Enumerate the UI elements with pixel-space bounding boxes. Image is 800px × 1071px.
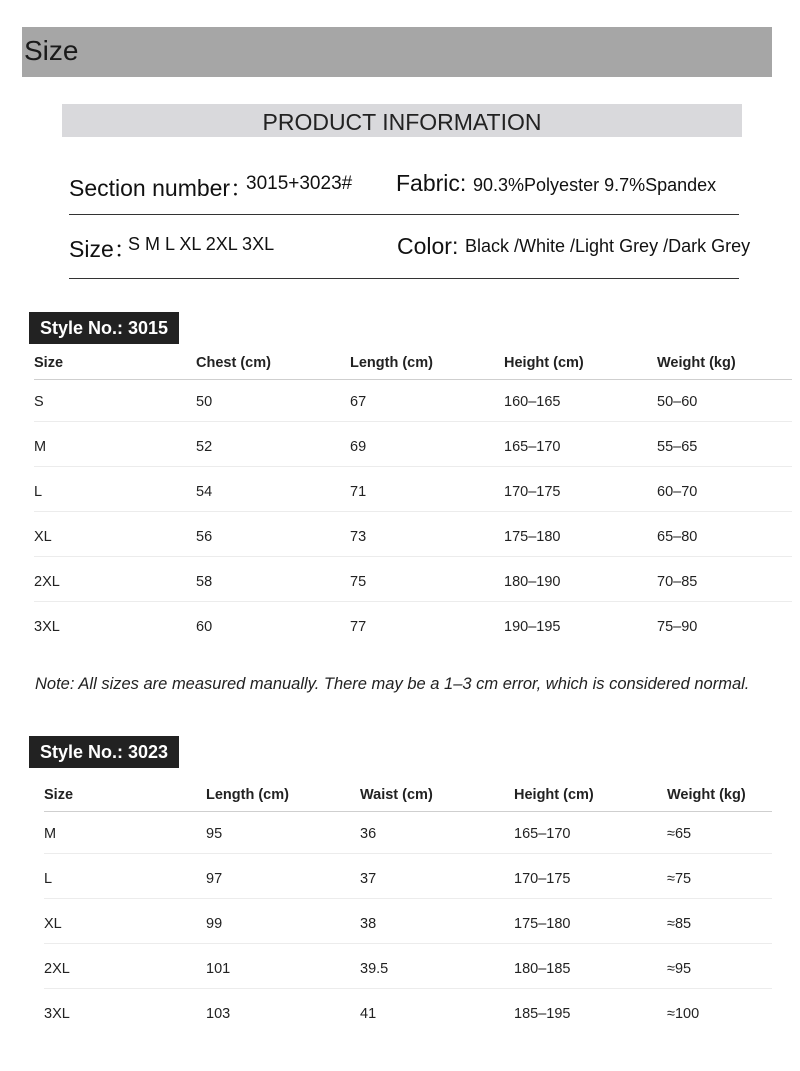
row-divider [44, 853, 772, 854]
table-cell: 75 [350, 574, 367, 590]
column-header: Chest (cm) [196, 355, 271, 371]
row-size-cell: S [34, 394, 44, 410]
table-cell: 95 [206, 826, 223, 842]
product-info-heading: PRODUCT INFORMATION [62, 104, 742, 137]
table-cell: 170–175 [514, 871, 571, 887]
table-cell: 41 [360, 1006, 377, 1022]
section-number-value: 3015+3023# [246, 173, 353, 194]
table-cell: 50–60 [657, 394, 698, 410]
table-cell: 180–185 [514, 961, 571, 977]
row-divider [44, 988, 772, 989]
section-number-label: Section number： [69, 175, 254, 201]
row-divider [44, 943, 772, 944]
color-value: Black /White /Light Grey /Dark Grey [465, 236, 751, 256]
table-cell: 190–195 [504, 619, 561, 635]
info-divider-2 [69, 278, 739, 279]
row-divider [34, 466, 792, 467]
column-header: Size [44, 787, 74, 803]
row-size-cell: 3XL [34, 619, 60, 635]
measurement-note: Note: All sizes are measured manually. There may be a 1–3 cm error, which is considered normal. [35, 675, 750, 693]
table-cell: 60 [196, 619, 213, 635]
size-banner-title: Size [24, 35, 79, 66]
table-cell: ≈95 [667, 961, 692, 977]
header-divider [34, 379, 792, 380]
row-size-cell: M [34, 439, 47, 455]
row-size-cell: L [44, 871, 53, 887]
table-cell: 70–85 [657, 574, 698, 590]
table-cell: ≈85 [667, 916, 692, 932]
size-label: Size： [69, 236, 137, 262]
table-cell: 73 [350, 529, 367, 545]
table-cell: 54 [196, 484, 213, 500]
table-cell: 36 [360, 826, 377, 842]
column-header: Length (cm) [206, 787, 289, 803]
table-cell: 60–70 [657, 484, 698, 500]
table-cell: 165–170 [514, 826, 571, 842]
table-cell: 75–90 [657, 619, 698, 635]
table-cell: 180–190 [504, 574, 561, 590]
table-cell: 99 [206, 916, 223, 932]
table-cell: 175–180 [514, 916, 571, 932]
row-divider [34, 421, 792, 422]
table-cell: 39.5 [360, 961, 389, 977]
style-3023-tag: Style No.: 3023 [29, 736, 179, 768]
row-divider [34, 511, 792, 512]
row-size-cell: 2XL [34, 574, 60, 590]
row-size-cell: L [34, 484, 43, 500]
column-header: Length (cm) [350, 355, 433, 371]
color-label: Color: [397, 233, 459, 259]
table-cell: 69 [350, 439, 367, 455]
fabric-label: Fabric: [396, 170, 467, 196]
table-cell: 103 [206, 1006, 231, 1022]
size-banner [22, 27, 772, 77]
style-3015-tag: Style No.: 3015 [29, 312, 179, 344]
table-cell: 52 [196, 439, 213, 455]
table-cell: 175–180 [504, 529, 561, 545]
table-cell: 65–80 [657, 529, 698, 545]
table-cell: 101 [206, 961, 231, 977]
table-cell: 185–195 [514, 1006, 571, 1022]
table-cell: ≈75 [667, 871, 692, 887]
table-cell: 165–170 [504, 439, 561, 455]
column-header: Height (cm) [504, 355, 584, 371]
table-cell: 97 [206, 871, 223, 887]
column-header: Size [34, 355, 64, 371]
row-size-cell: 2XL [44, 961, 70, 977]
row-divider [34, 556, 792, 557]
table-cell: ≈100 [667, 1006, 700, 1022]
table-cell: 67 [350, 394, 367, 410]
table-cell: 58 [196, 574, 213, 590]
table-cell: 50 [196, 394, 213, 410]
row-divider [34, 601, 792, 602]
table-cell: 71 [350, 484, 367, 500]
column-header: Weight (kg) [657, 355, 736, 371]
table-cell: 38 [360, 916, 377, 932]
row-size-cell: M [44, 826, 57, 842]
info-divider-1 [69, 214, 739, 215]
column-header: Waist (cm) [360, 787, 433, 803]
table-cell: 170–175 [504, 484, 561, 500]
table-cell: 56 [196, 529, 213, 545]
column-header: Height (cm) [514, 787, 594, 803]
row-size-cell: XL [34, 529, 52, 545]
table-cell: 37 [360, 871, 377, 887]
column-header: Weight (kg) [667, 787, 746, 803]
size-value: S M L XL 2XL 3XL [128, 234, 275, 254]
fabric-value: 90.3%Polyester 9.7%Spandex [473, 175, 717, 195]
table-cell: 160–165 [504, 394, 561, 410]
table-cell: ≈65 [667, 826, 692, 842]
table-cell: 55–65 [657, 439, 698, 455]
row-size-cell: XL [44, 916, 62, 932]
row-size-cell: 3XL [44, 1006, 70, 1022]
table-cell: 77 [350, 619, 367, 635]
header-divider [44, 811, 772, 812]
row-divider [44, 898, 772, 899]
